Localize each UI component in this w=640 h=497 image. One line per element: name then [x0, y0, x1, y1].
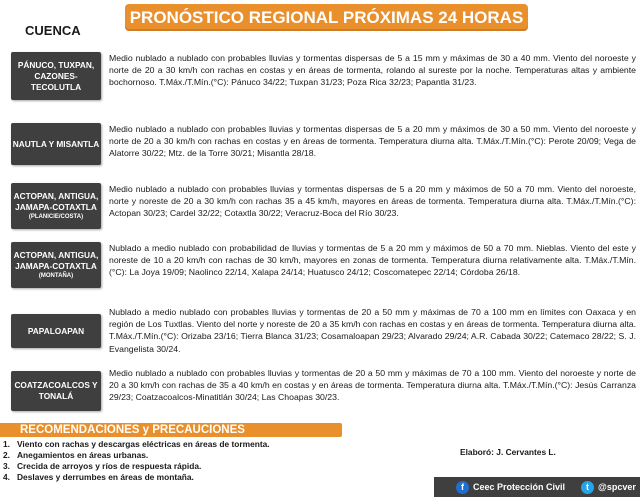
region-forecast: Medio nublado a nublado con probables lluvias y tormentas dispersas de 5 a 20 mm y máximos de 50 a 70 mm. Viento del noroeste, norte y noreste de 20 a 30 km/h con rachas 35 a 45 km/h, mayores en áreas de tormenta. Temperatura diurna alta. T.Máx./T.Mín.(°C): Actopan 30/23; Cardel 32/22; Cotaxtla 30/22; Veracruz-Boca del Río 30/23.: [109, 184, 636, 219]
region-subtitle: (PLANICIE/COSTA): [28, 214, 84, 220]
item-text: Anegamientos en áreas urbanas.: [17, 450, 149, 461]
facebook-label[interactable]: Ceec Protección Civil: [473, 482, 566, 492]
region-name: PAPALOAPAN: [27, 325, 85, 336]
section-label: CUENCA: [25, 23, 81, 38]
region-name: ACTOPAN, ANTIGUA, JAMAPA-COTAXTLA: [13, 250, 99, 271]
facebook-icon[interactable]: f: [456, 481, 469, 494]
footer-social-bar: [434, 477, 640, 497]
page-title: PRONÓSTICO REGIONAL PRÓXIMAS 24 HORAS: [125, 4, 528, 31]
region-name-box: [11, 314, 101, 348]
region-forecast: Medio nublado a nublado con probables lluvias y tormentas dispersas de 5 a 15 mm y máximas de 30 a 40 mm. Viento del noroeste y norte de 20 a 30 km/h con rachas en costas y en áreas de tormenta, rolando al sureste por la noche. Temperaturas altas y ambiente bochornoso. T.Máx./T.Mín.(°C): Pánuco 34/22; Tuxpan 31/23; Poza Rica 32/23; Papantla 31/23.: [109, 53, 636, 88]
region-name-box: [11, 371, 101, 411]
region-name-box: [11, 52, 101, 100]
region-name-box: [11, 123, 101, 165]
region-name: COATZACOALCOS Y TONALÁ: [14, 380, 98, 401]
region-forecast: Medio nublado a nublado con probables lluvias y tormentas de 20 a 50 mm y máximas de 70 a 100 mm. Viento del noroeste y norte de 20 a 30 km/h con rachas de 35 a 40 km/h en costas y en áreas de tormenta. Temperatura diurna alta. T.Máx./T.Mín.(°C): Jesús Carranza 29/23; Coatzacoalcos-Minatitlán 30/24; Las Choapas 30/23.: [109, 368, 636, 403]
item-number: 4.: [3, 472, 10, 483]
twitter-icon[interactable]: t: [581, 481, 594, 494]
item-number: 3.: [3, 461, 10, 472]
region-name-box: [11, 183, 101, 229]
twitter-label[interactable]: @spcver: [598, 482, 636, 492]
author-credit: Elaboró: J. Cervantes L.: [460, 447, 556, 457]
region-name: NAUTLA Y MISANTLA: [12, 138, 100, 149]
item-text: Deslaves y derrumbes en áreas de montaña.: [17, 472, 194, 483]
region-forecast: Nublado a medio nublado con probables lluvias y tormentas de 20 a 50 mm y máximas de 70 a 100 mm en límites con Oaxaca y en región de Los Tuxtlas. Viento del norte y noreste de 20 a 35 km/h con rachas en costas y en áreas de tormenta. Temperatura diurna alta. T.Máx./T.Mín.(°C): Orizaba 23/16; Tierra Blanca 31/23; Cosamaloapan 29/23; Alvarado 29/24; A.R. Cabada 30/22; Catemaco 28/22; S. J. Evangelista 30/24.: [109, 307, 636, 354]
recommendations-list: [3, 439, 270, 483]
item-number: 1.: [3, 439, 10, 449]
list-item: [3, 461, 270, 472]
region-name: ACTOPAN, ANTIGUA, JAMAPA-COTAXTLA: [13, 191, 99, 212]
list-item: [3, 472, 270, 483]
region-forecast: Nublado a medio nublado con probabilidad de lluvias y tormentas de 5 a 20 mm y máximos de 50 a 70 mm. Nieblas. Viento del este y noreste de 10 a 20 km/h con rachas de 30 km/h, mayores en zonas de tormenta. Temperatura diurna relativamente alta. T.Máx./T.Mín.(°C): La Joya 19/09; Naolinco 22/14, Xalapa 24/14; Huatusco 24/12; Coscomatepec 22/14; Córdoba 26/18.: [109, 243, 636, 278]
recommendations-title: RECOMENDACIONES y PRECAUCIONES: [0, 423, 342, 437]
region-name: PÁNUCO, TUXPAN, CAZONES-TECOLUTLA: [17, 59, 95, 92]
region-subtitle: (MONTAÑA): [38, 273, 74, 279]
item-text: Crecida de arroyos y ríos de respuesta rápida.: [17, 461, 202, 472]
list-item: [3, 439, 270, 450]
region-name-box: [11, 242, 101, 288]
item-text: Viento con rachas y descargas eléctricas en áreas de tormenta.: [17, 439, 270, 449]
item-number: 2.: [3, 450, 10, 461]
region-forecast: Medio nublado a nublado con probables lluvias y tormentas dispersas de 5 a 20 mm y máximos de 30 a 50 mm. Viento del noroeste y norte de 20 a 30 km/h con rachas en costas y en áreas de tormenta. Temperatura diurna alta. T.Máx./T.Mín.(°C): Perote 20/09; Vega de Alatorre 30/22; Mtz. de la Torre 30/21; Misantla 28/18.: [109, 124, 636, 159]
list-item: [3, 450, 270, 461]
